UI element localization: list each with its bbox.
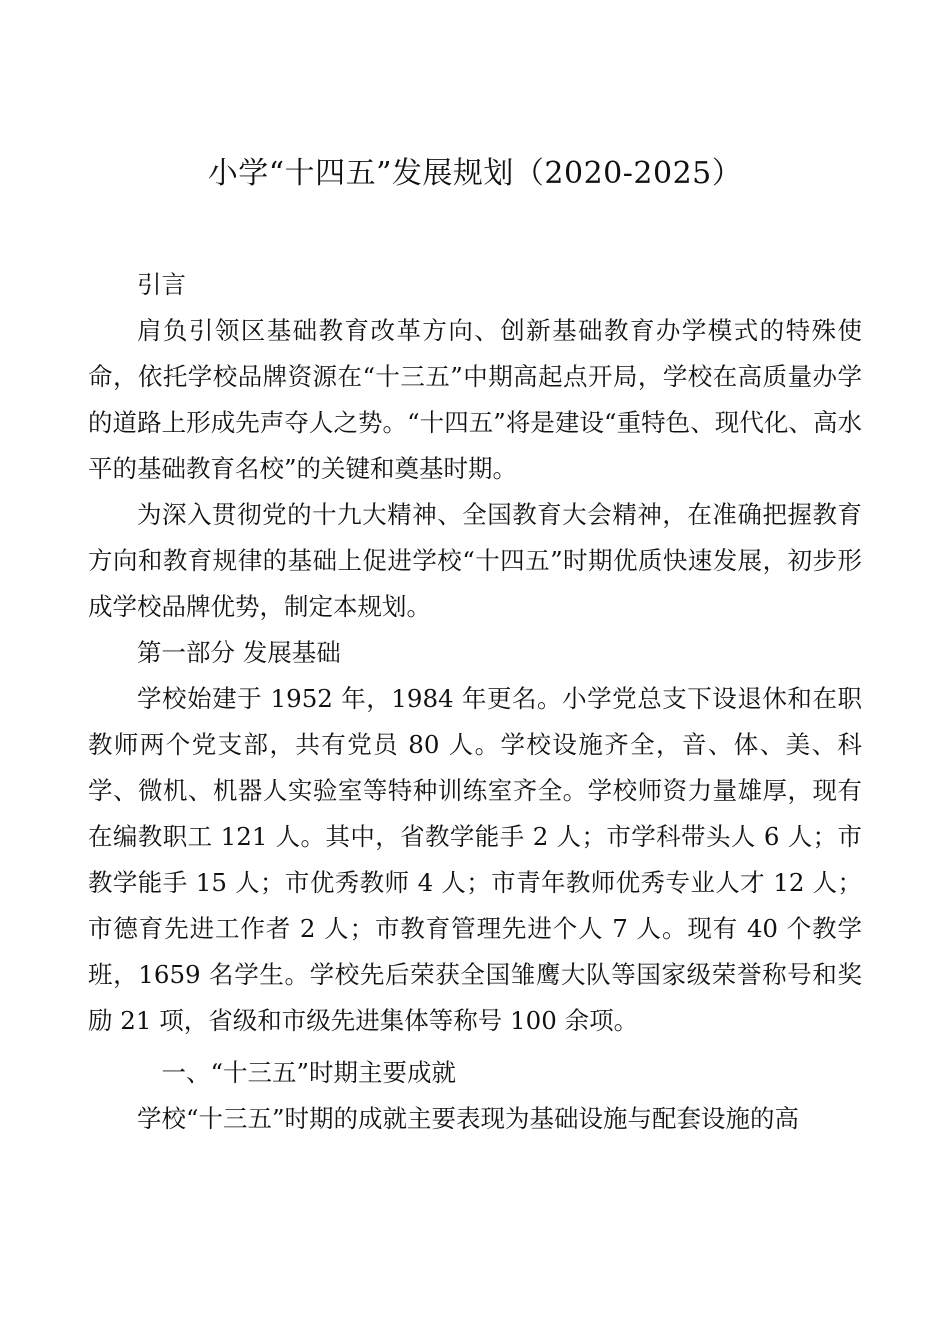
section-heading-intro: 引言 [137, 270, 186, 299]
section-heading-part-one: 第一部分 发展基础 [137, 638, 341, 667]
paragraph-school-overview: 学校始建于 1952 年，1984 年更名。小学党总支下设退休和在职教师两个党支部，共有党员 80 人。学校设施齐全，音、体、美、科学、微机、机器人实验室等特种训练室齐全。学校师资力量雄厚，现有在编教职工 121 人。其中，省教学能手 2 人；市学科带头人 6 人；市教学能手 15 人；市优秀教师 4 人；市青年教师优秀专业人才 12 人；市德育先进工作者 2 人；市教育管理先进个人 7 人。现有 40 个教学班，1659 名学生。学校先后荣获全国雏鹰大队等国家级荣誉称号和奖励 21 项，省级和市级先进集体等称号 100 余项。 [88, 684, 862, 1035]
document-title: 小学“十四五”发展规划（2020-2025） [207, 156, 743, 191]
paragraph-intro-purpose: 为深入贯彻党的十九大精神、全国教育大会精神，在准确把握教育方向和教育规律的基础上促进学校“十四五”时期优质快速发展，初步形成学校品牌优势，制定本规划。 [88, 500, 862, 621]
paragraph-achievements: 学校“十三五”时期的成就主要表现为基础设施与配套设施的高 [137, 1104, 800, 1133]
document-body [88, 262, 862, 1142]
subheading-achievements: 一、“十三五”时期主要成就 [161, 1058, 457, 1087]
paragraph-intro-mission: 肩负引领区基础教育改革方向、创新基础教育办学模式的特殊使命，依托学校品牌资源在“十三五”中期高起点开局，学校在高质量办学的道路上形成先声夺人之势。“十四五”将是建设“重特色、现代化、高水平的基础教育名校”的关键和奠基时期。 [88, 316, 862, 483]
